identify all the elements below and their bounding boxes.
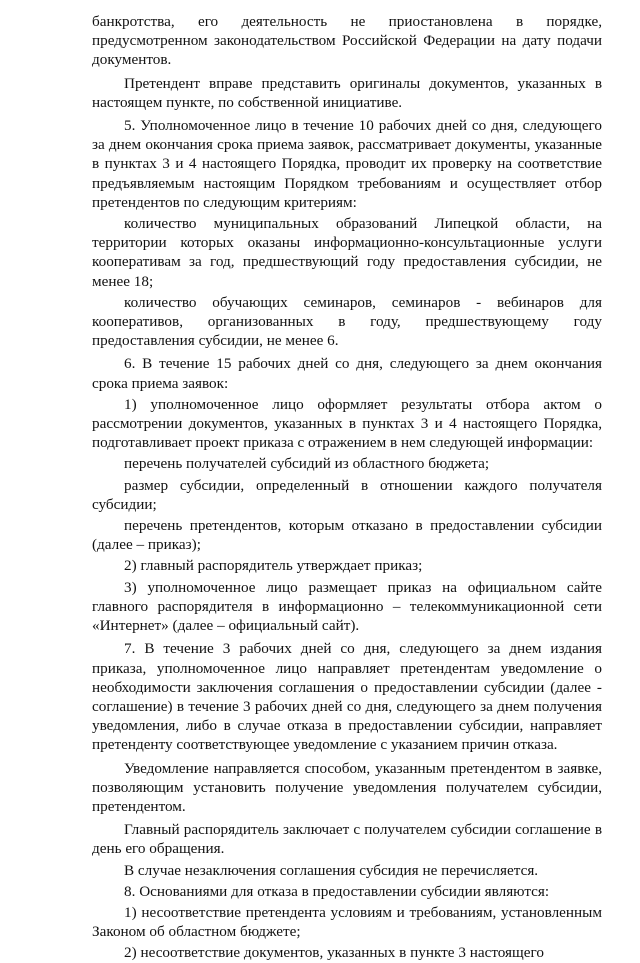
paragraph-2: Претендент вправе представить оригиналы документов, указанных в настоящем пункте, по собственной инициативе. bbox=[92, 74, 602, 111]
paragraph-18: 1) несоответствие претендента условиям и требованиям, установленным Законом об областном бюджете; bbox=[92, 903, 602, 941]
paragraph-3: 5. Уполномоченное лицо в течение 10 рабочих дней со дня, следующего за днем окончания срока приема заявок, рассматривает документы, указанные в пунктах 3 и 4 настоящего Порядка, проводит их проверку на соответствие предъявляемым настоящим Порядком требованиям и осуществляет отбор претендентов по следующим критериям: bbox=[92, 117, 602, 211]
paragraph-13: 7. В течение 3 рабочих дней со дня, следующего за днем издания приказа, уполномоченное лицо направляет претендентам уведомление о необходимости заключения соглашения о предоставлении субсидии (далее - соглашение) в течение 3 рабочих дней со дня, следующего за днем получения уведомления, либо в случае отказа в предоставлении субсидии, направляет претенденту соответствующее уведомление с указанием причин отказа. bbox=[92, 640, 602, 754]
paragraph-12: 3) уполномоченное лицо размещает приказ на официальном сайте главного распорядителя в информационно – телекоммуникационной сети «Интернет» (далее – официальный сайт). bbox=[92, 578, 602, 635]
paragraph-14: Уведомление направляется способом, указанным претендентом в заявке, позволяющим установить получение уведомления получателем субсидии, претендентом. bbox=[92, 759, 602, 815]
paragraph-11: 2) главный распорядитель утверждает приказ; bbox=[124, 557, 423, 575]
paragraph-10: перечень претендентов, которым отказано в предоставлении субсидии (далее – приказ); bbox=[92, 517, 602, 554]
paragraph-7: 1) уполномоченное лицо оформляет результаты отбора актом о рассмотрении документов, указанных в пунктах 3 и 4 настоящего Порядка, подготавливает проект приказа с отражением в нем следующей информации: bbox=[92, 395, 602, 452]
paragraph-16: В случае незаключения соглашения субсидия не перечисляется. bbox=[124, 861, 539, 879]
paragraph-15: Главный распорядитель заключает с получателем субсидии соглашение в день его обращения. bbox=[92, 821, 602, 858]
paragraph-9: размер субсидии, определенный в отношении каждого получателя субсидии; bbox=[92, 476, 602, 513]
paragraph-8: перечень получателей субсидий из областного бюджета; bbox=[124, 455, 490, 473]
paragraph-4: количество муниципальных образований Липецкой области, на территории которых оказаны информационно-консультационные услуги кооперативам за год, предшествующий году предоставления субсидии, не менее 18; bbox=[92, 215, 602, 290]
paragraph-19: 2) несоответствие документов, указанных в пункте 3 настоящего bbox=[124, 944, 544, 962]
paragraph-5: количество обучающих семинаров, семинаров - вебинаров для кооперативов, организованных в году, предшествующему году предоставления субсидии, не менее 6. bbox=[92, 293, 602, 350]
paragraph-1: банкротства, его деятельность не приостановлена в порядке, предусмотренном законодательством Российской Федерации на дату подачи документов. bbox=[92, 13, 602, 69]
paragraph-6: 6. В течение 15 рабочих дней со дня, следующего за днем окончания срока приема заявок: bbox=[92, 355, 602, 392]
paragraph-17: 8. Основаниями для отказа в предоставлении субсидии являются: bbox=[124, 882, 550, 900]
